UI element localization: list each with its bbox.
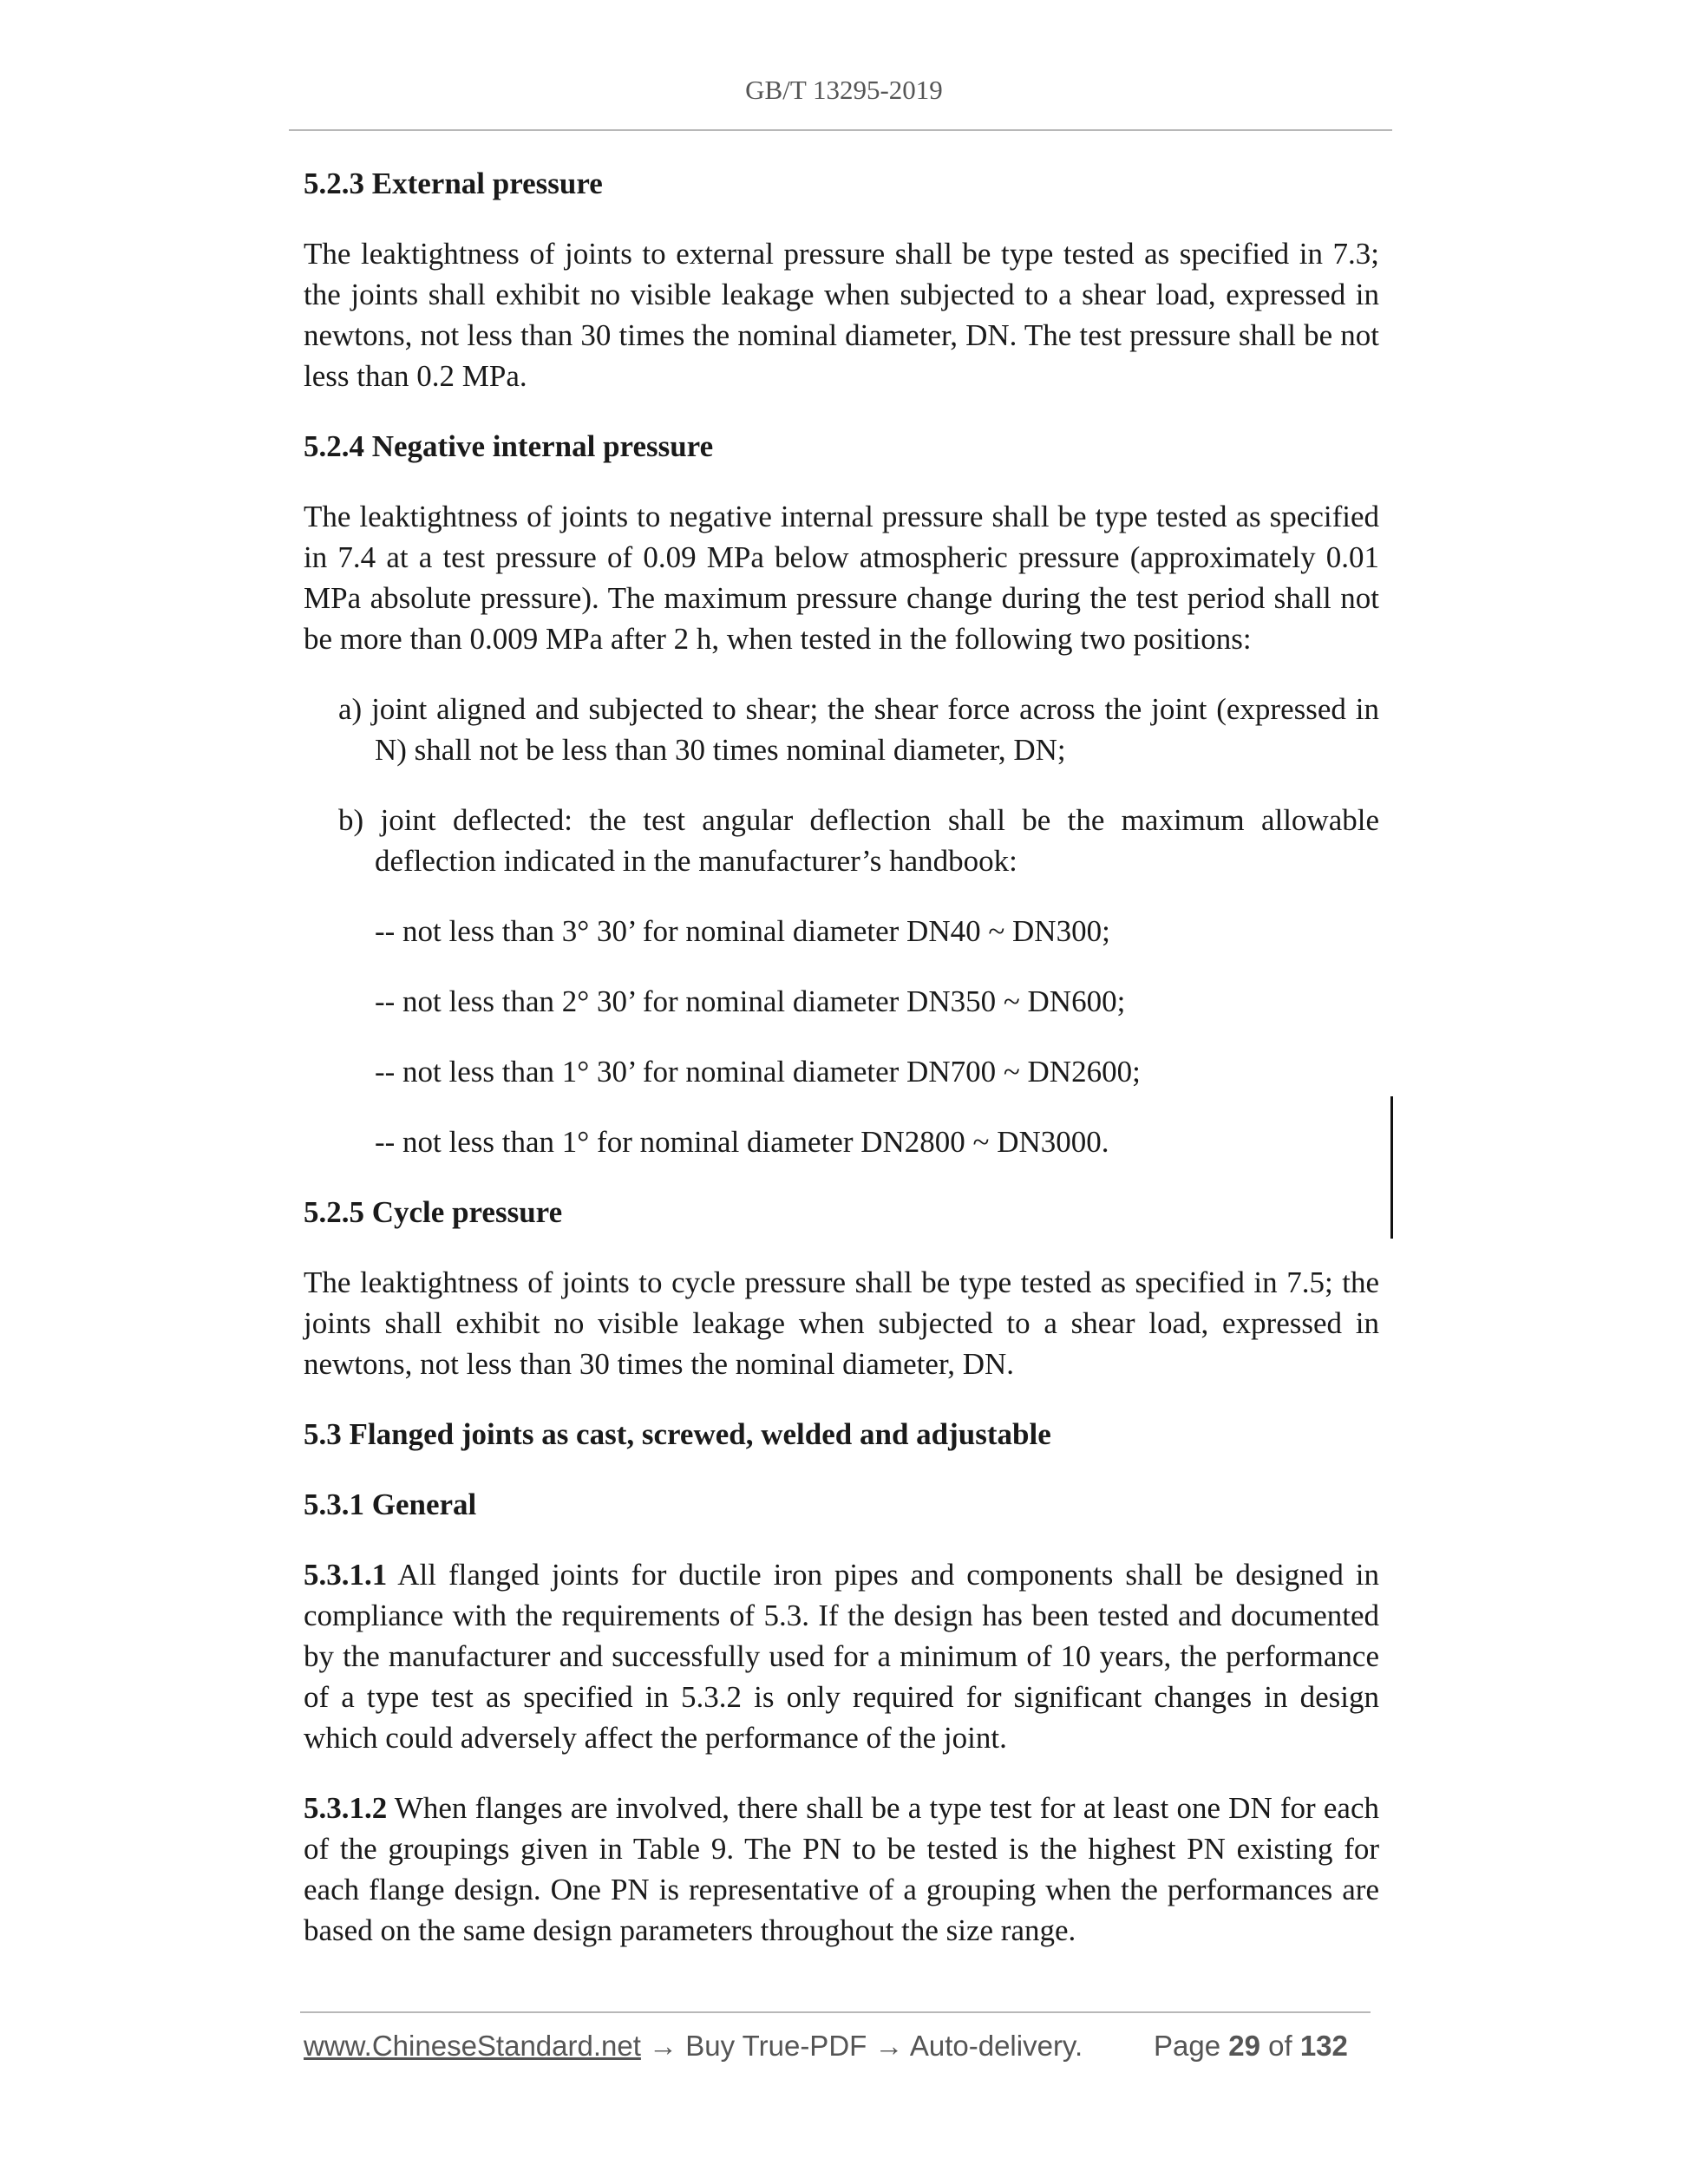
section-heading-5-3-1: 5.3.1 General [304,1488,477,1521]
of-label: of [1259,2030,1300,2062]
clause-5-3-1-2 [304,1788,1379,1951]
arrow-icon: → [867,2030,910,2062]
dash-item-4: -- not less than 1° for nominal diameter DN2800 ~ DN3000. [375,1125,1109,1159]
header-title: GB/T 13295-2019 [745,75,943,105]
clause-number: 5.3.1.2 [304,1791,388,1825]
page-total: 132 [1299,2030,1348,2062]
section-5-2-5-text: The leaktightness of joints to cycle pressure shall be type tested as specified in 7.5; the joints shall exhibit no visible leakage when subjected to a shear load, expressed in newtons, not less than 30 times the nominal diameter, DN. [304,1265,1379,1381]
section-heading-5-2-4: 5.2.4 Negative internal pressure [304,429,714,463]
dash-item-3: -- not less than 1° 30’ for nominal diameter DN700 ~ DN2600; [375,1055,1141,1089]
list-item-b: b) joint deflected: the test angular deflection shall be the maximum allowable deflection indicated in the manufacturer’s handbook: [338,803,1379,878]
section-heading-5-2-3: 5.2.3 External pressure [304,167,603,200]
dash-item-1: -- not less than 3° 30’ for nominal diameter DN40 ~ DN300; [375,914,1110,948]
auto-delivery-text: Auto-delivery. [909,2030,1083,2062]
page-label: Page [1154,2030,1229,2062]
arrow-icon: → [640,2030,686,2062]
clause-5-3-1-1 [304,1554,1379,1758]
revision-change-bar [1390,1096,1393,1239]
website-link[interactable]: www.ChineseStandard.net [304,2030,641,2062]
footer-divider [300,2011,1371,2013]
buy-pdf-text: Buy True-PDF [685,2030,867,2062]
section-5-2-4-text: The leaktightness of joints to negative internal pressure shall be type tested as specified in 7.4 at a test pressure of 0.09 MPa below atmospheric pressure (approximately 0.01 MPa absolute pressure). The maximum pressure change during the test period shall not be more than 0.009 MPa after 2 h, when tested in the following two positions: [304,500,1379,656]
list-item-a: a) joint aligned and subjected to shear; the shear force across the joint (expressed in N) shall not be less than 30 times nominal diameter, DN; [338,692,1379,767]
section-5-2-3-text: The leaktightness of joints to external pressure shall be type tested as specified in 7.3; the joints shall exhibit no visible leakage when subjected to a shear load, expressed in newtons, not less than 30 times the nominal diameter, DN. The test pressure shall be not less than 0.2 MPa. [304,237,1379,393]
clause-text: When flanges are involved, there shall be a type test for at least one DN for each of the groupings given in Table 9. The PN to be tested is the highest PN existing for each flange design. One PN is representative of a grouping when the performances are based on the same design parameters throughout the size range. [304,1791,1379,1947]
page-indicator [1154,2030,1348,2063]
section-heading-5-3: 5.3 Flanged joints as cast, screwed, welded and adjustable [304,1417,1051,1451]
footer-links [304,2030,1083,2063]
page-number: 29 [1228,2030,1260,2062]
clause-text: All flanged joints for ductile iron pipes and components shall be designed in compliance with the requirements of 5.3. If the design has been tested and documented by the manufacturer and successfully used for a minimum of 10 years, the performance of a type test as specified in 5.3.2 is only required for significant changes in design which could adversely affect the performance of the joint. [304,1558,1379,1755]
document-body [304,163,1379,1980]
dash-item-2: -- not less than 2° 30’ for nominal diameter DN350 ~ DN600; [375,984,1126,1018]
clause-number: 5.3.1.1 [304,1558,388,1592]
header-divider [289,129,1392,131]
section-heading-5-2-5: 5.2.5 Cycle pressure [304,1195,563,1229]
